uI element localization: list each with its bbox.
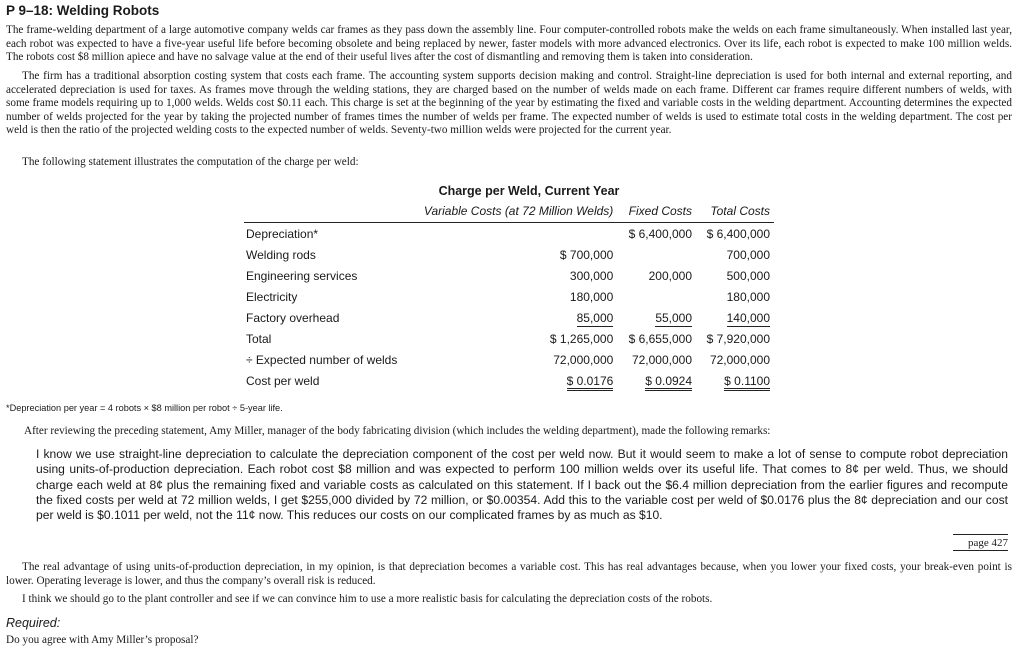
cell-variable	[404, 307, 617, 328]
table-row	[244, 244, 774, 265]
header-label	[244, 200, 404, 223]
table-row-cost-per-weld	[244, 370, 774, 391]
cell-value: $ 0.0176	[567, 374, 614, 391]
cell-value: 55,000	[655, 310, 693, 325]
cell-value: $ 0.0924	[645, 374, 692, 391]
table-row	[244, 265, 774, 286]
cell-total	[696, 370, 774, 391]
cell-total: 180,000	[726, 289, 770, 304]
cell-fixed	[617, 286, 696, 307]
advantage-paragraph: The real advantage of using units-of-production depreciation, in my opinion, is that depreciation becomes a variable cost. This has real advantages because, when you lower your fixed costs, your break-even point is lower. Operating leverage is lower, and thus the company’s overall risk is reduced.	[6, 561, 1012, 587]
row-label: Cost per weld	[246, 373, 320, 388]
question-text: Do you agree with Amy Miller’s proposal?	[6, 634, 199, 646]
cell-value: 85,000	[576, 310, 614, 325]
row-label: Total	[246, 331, 272, 346]
row-label: Welding rods	[246, 247, 316, 262]
controller-paragraph: I think we should go to the plant controller and see if we can convince him to use a more realistic basis for calculating the depreciation costs of the robots.	[22, 593, 713, 605]
table-row	[244, 223, 774, 245]
cell-total: $ 6,400,000	[706, 226, 770, 241]
cell-fixed	[617, 244, 696, 265]
table-row-total	[244, 328, 774, 349]
row-label: Depreciation*	[246, 226, 319, 241]
cell-total: 500,000	[726, 268, 770, 283]
cell-value: 140,000	[726, 310, 770, 325]
table-caption: Charge per Weld, Current Year	[438, 184, 620, 198]
intro-paragraph: The frame-welding department of a large automotive company welds car frames as they pass down the assembly line. Four computer-controlled robots make the welds on each frame simultaneously. When installed last year, each robot was expected to have a five-year useful life before becoming obsolete and being replaced by newer, faster models with more advanced electronics. Over its life, each robot is expected to make 100 million welds. The robots cost $8 million apiece and have no salvage value at the end of their useful lives after the cost of dismantling and removing them is taken into consideration.	[6, 24, 1012, 64]
after-review-text: After reviewing the preceding statement, Amy Miller, manager of the body fabricating division (which includes the welding department), made the following remarks:	[24, 425, 771, 437]
cell-fixed: $ 6,400,000	[628, 226, 693, 241]
required-label: Required:	[6, 616, 61, 630]
table-header-row	[244, 200, 774, 223]
header-fixed-costs: Fixed Costs	[617, 200, 696, 223]
row-label: ÷ Expected number of welds	[246, 352, 398, 367]
cell-total: 700,000	[726, 247, 770, 262]
cell-variable: $ 1,265,000	[549, 331, 614, 346]
statement-intro: The following statement illustrates the computation of the charge per weld:	[22, 156, 359, 168]
cell-variable	[404, 370, 617, 391]
cell-variable: 180,000	[569, 289, 614, 304]
cell-variable: 72,000,000	[553, 352, 614, 367]
cell-fixed: $ 6,655,000	[628, 331, 693, 346]
cell-total	[696, 307, 774, 328]
cell-total: 72,000,000	[709, 352, 770, 367]
header-total-costs: Total Costs	[696, 200, 774, 223]
row-label: Engineering services	[246, 268, 358, 283]
cell-variable	[404, 223, 617, 245]
cell-fixed: 200,000	[648, 268, 693, 283]
table-row	[244, 286, 774, 307]
cell-value: $ 0.1100	[724, 374, 770, 391]
cell-total: $ 7,920,000	[706, 331, 770, 346]
cell-variable: 300,000	[569, 268, 614, 283]
cell-fixed	[617, 307, 696, 328]
costing-system-paragraph: The firm has a traditional absorption costing system that costs each frame. The accounting system supports decision making and control. Straight-line depreciation is used for both internal and external reporting, and accelerated depreciation is used for taxes. As frames move through the welding stations, they are charged based on the number of welds made on each frame. Different car frames require different numbers of welds, with some frame models requiring up to 1,000 welds. Welds cost $0.11 each. This charge is set at the beginning of the year by estimating the fixed and variable costs in the welding department. Accounting determines the expected number of welds projected for the year by taking the projected number of frames times the number of welds per frame. The expected number of welds is used to estimate total costs in the welding department. The cost per weld is then the ratio of the projected welding costs to the expected number of welds. Seventy-two million welds were projected for the current year.	[6, 70, 1012, 137]
cell-fixed	[617, 370, 696, 391]
table-row	[244, 349, 774, 370]
amy-miller-quote: I know we use straight-line depreciation to calculate the depreciation component of the cost per weld now. But it would seem to make a lot of sense to compute robot depreciation using units-of-production depreciation. Each robot cost $8 million and was expected to perform 100 million welds over its useful life. That comes to 8¢ per weld. Thus, we should charge each weld at 8¢ plus the remaining fixed and variable costs as calculated on this statement. If I back out the $6.4 million depreciation from the earlier figures and recompute the fixed costs per weld at 72 million welds, I get $255,000 divided by 72 million, or $0.00354. Add this to the variable cost per weld of $0.0176 plus the 8¢ depreciation and our cost per weld is $0.1011 per weld, not the 11¢ now. This reduces our costs on our complicated frames by as much as $10.	[36, 447, 1008, 523]
row-label: Factory overhead	[246, 310, 340, 325]
cell-fixed: 72,000,000	[631, 352, 693, 367]
charge-per-weld-table	[244, 182, 774, 391]
depreciation-footnote: *Depreciation per year = 4 robots × $8 million per robot ÷ 5-year life.	[6, 403, 283, 413]
cell-variable: $ 700,000	[559, 247, 614, 262]
problem-title: P 9–18: Welding Robots	[6, 3, 160, 18]
page-number: page 427	[953, 534, 1008, 551]
row-label: Electricity	[246, 289, 298, 304]
header-variable-costs: Variable Costs (at 72 Million Welds)	[404, 200, 617, 223]
table-row	[244, 307, 774, 328]
